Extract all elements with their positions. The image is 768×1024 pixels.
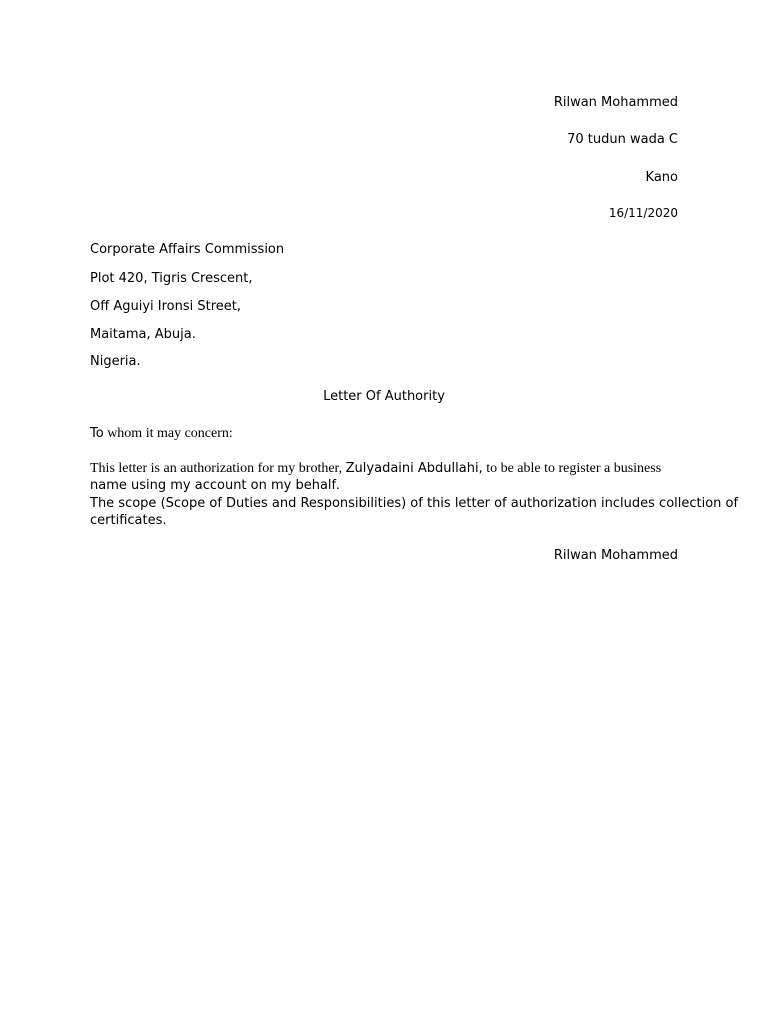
- sender-city: Kano: [645, 170, 678, 185]
- paragraph-2-line-2: certificates.: [90, 513, 167, 528]
- recipient-address-line-1: Plot 420, Tigris Crescent,: [90, 271, 253, 286]
- letter-title: Letter Of Authority: [323, 389, 445, 404]
- paragraph-2-line-1: The scope (Scope of Duties and Responsibilities) of this letter of authorization includes collection of: [90, 496, 739, 511]
- body-paragraph-2: [90, 495, 739, 529]
- salutation: [90, 426, 233, 442]
- paragraph-1-line-2-text: name using my account on my behalf: [90, 478, 337, 493]
- paragraph-1-segment-1: This letter is an authorization for my brother,: [90, 461, 346, 476]
- paragraph-1-line-2: [90, 477, 680, 494]
- paragraph-1-brother-name: Zulyadaini Abdullahi,: [345, 461, 483, 476]
- signature-name: Rilwan Mohammed: [553, 548, 678, 563]
- sender-address: 70 tudun wada C: [567, 132, 678, 147]
- recipient-address-line-3: Maitama, Abuja.: [90, 327, 196, 342]
- salutation-lead: To: [90, 426, 104, 441]
- letter-date: 16/11/2020: [608, 206, 678, 220]
- salutation-rest: whom it may concern:: [103, 426, 233, 441]
- sender-name: Rilwan Mohammed: [553, 95, 678, 110]
- recipient-country: Nigeria.: [90, 354, 141, 369]
- recipient-organization: Corporate Affairs Commission: [90, 242, 285, 257]
- paragraph-1-period: .: [336, 478, 340, 493]
- paragraph-1-segment-3: to be able to register a business: [482, 461, 662, 476]
- body-paragraph-1: [90, 460, 680, 494]
- paragraph-1-line-1: [90, 460, 680, 477]
- recipient-address-line-2: Off Aguiyi Ironsi Street,: [90, 299, 241, 314]
